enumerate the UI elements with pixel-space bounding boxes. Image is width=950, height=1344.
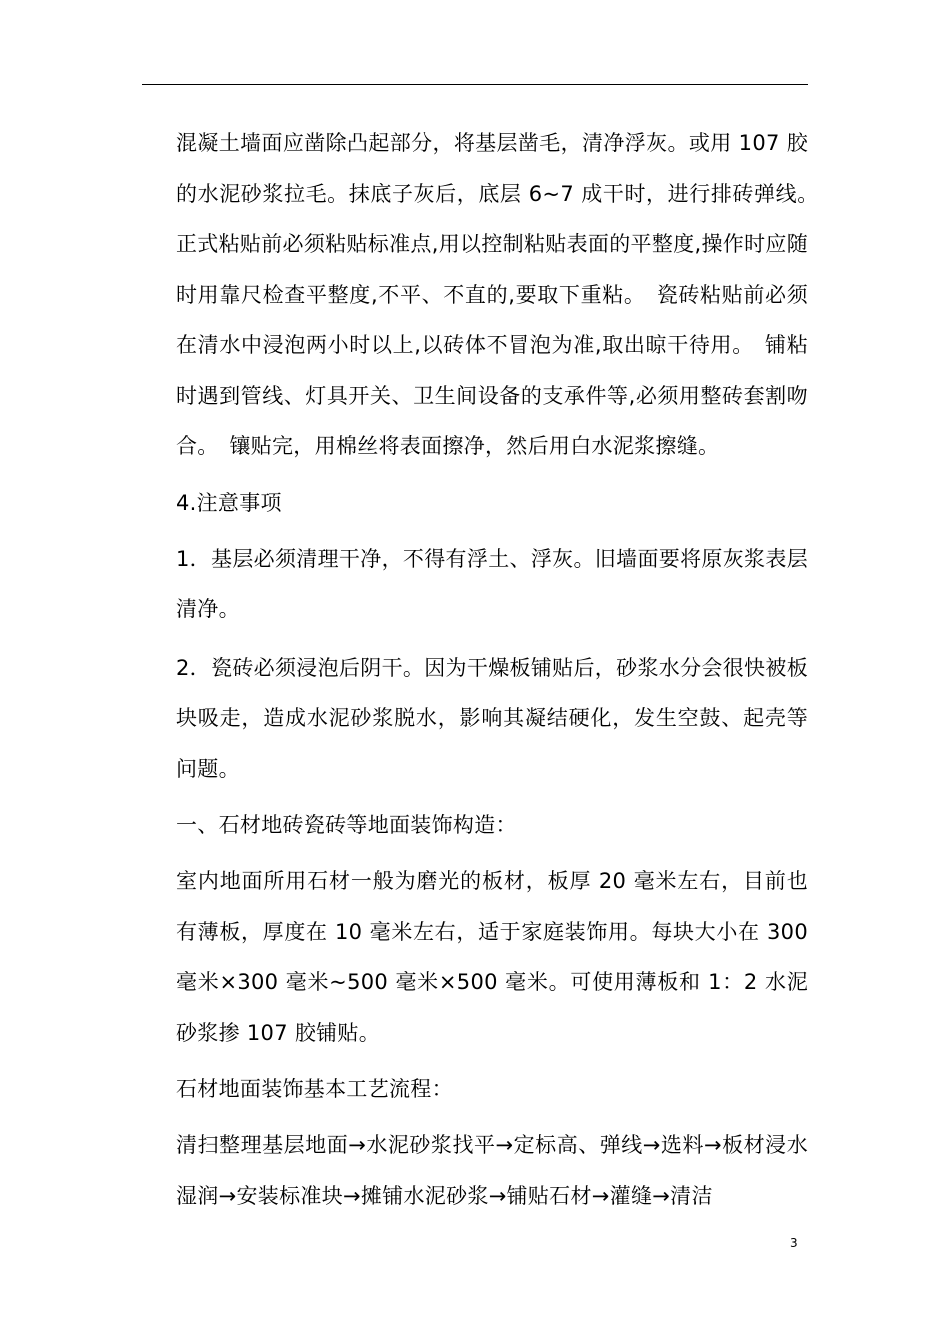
paragraph-wall-tile-steps: 混凝土墙面应凿除凸起部分，将基层凿毛，清净浮灰。或用 107 胶的水泥砂浆拉毛。抹底子灰后，底层 6~7 成干时，进行排砖弹线。 正式粘贴前必须粘贴标准点,用以控制粘贴表面的平整度,操作时应随时用靠尺检查平整度,不平、不直的,要取下重粘。 瓷砖粘贴前必须在清水中浸泡两小时以上,以砖体不冒泡为准,取出晾干待用。 铺粘时遇到管线、灯具开关、卫生间设备的支承件等,必须用整砖套割吻合。 镶贴完，用棉丝将表面擦净，然后用白水泥浆擦缝。 bbox=[176, 131, 830, 458]
section-heading-stone-floor: 一、石材地砖瓷砖等地面装饰构造： bbox=[176, 813, 517, 837]
list-item-precaution-2: 2．瓷砖必须浸泡后阴干。因为干燥板铺贴后，砂浆水分会很快被板块吸走，造成水泥砂浆脱水，影响其凝结硬化，发生空鼓、起壳等问题。 bbox=[176, 655, 808, 781]
list-item-precaution-1: 1．基层必须清理干净，不得有浮土、浮灰。旧墙面要将原灰浆表层清净。 bbox=[176, 546, 808, 621]
subheading-process-flow: 石材地面装饰基本工艺流程： bbox=[176, 1077, 453, 1101]
page-number: 3 bbox=[790, 1236, 798, 1250]
header-rule bbox=[142, 84, 808, 85]
paragraph-process-steps: 清扫整理基层地面→水泥砂浆找平→定标高、弹线→选料→板材浸水湿润→安装标准块→摊铺水泥砂浆→铺贴石材→灌缝→清洁 bbox=[176, 1133, 808, 1208]
section-heading-precautions: 4.注意事项 bbox=[176, 490, 282, 515]
document-body bbox=[176, 118, 830, 1229]
paragraph-stone-materials: 室内地面所用石材一般为磨光的板材，板厚 20 毫米左右，目前也有薄板，厚度在 10 毫米左右，适于家庭装饰用。每块大小在 300 毫米×300 毫米~500 毫米×500 毫米。可使用薄板和 1：2 水泥砂浆掺 107 胶铺贴。 bbox=[176, 869, 808, 1045]
